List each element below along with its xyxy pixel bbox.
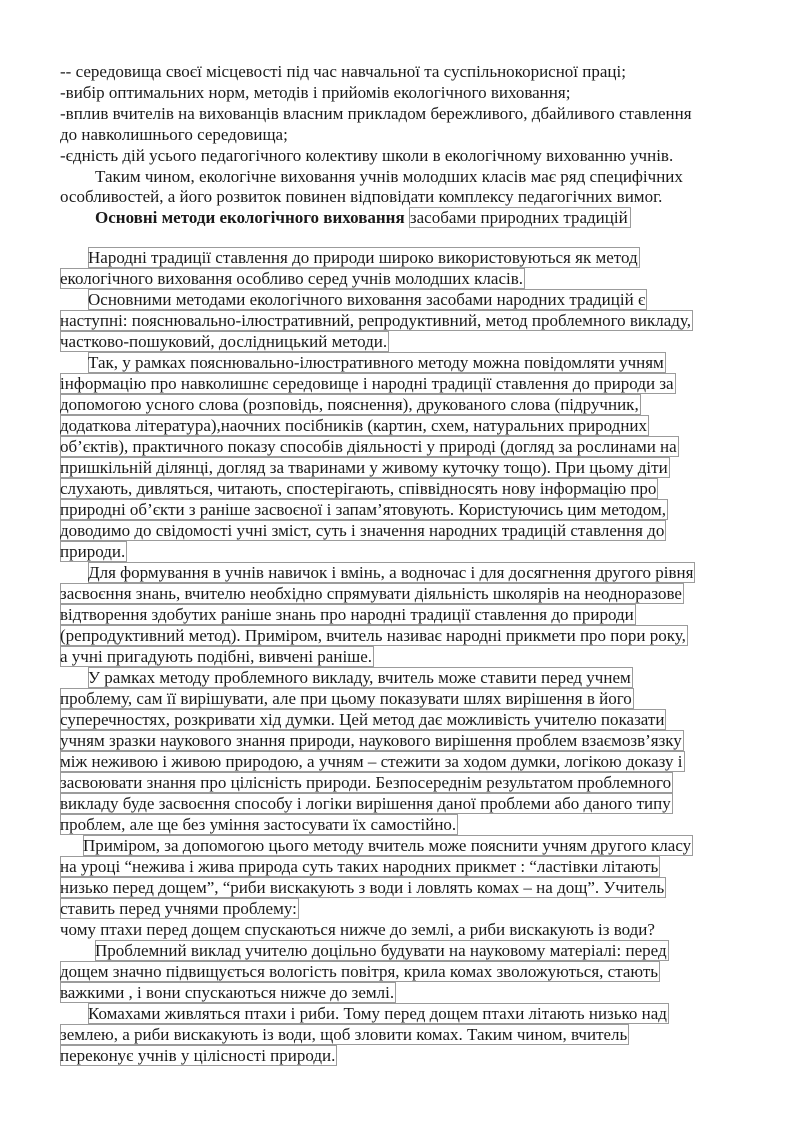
text-line: проблему, сам її вирішувати, але при цьому показувати шлях вирішення в його — [60, 689, 632, 708]
text-line: частково-пошуковий, дослідницький методи. — [60, 332, 388, 351]
text-line: землею, а риби вискакують із води, щоб зловити комах. Таким чином, вчитель — [60, 1025, 628, 1044]
text-line: наступні: пояснювально-ілюстративний, репродуктивний, метод проблемного викладу, — [60, 311, 691, 330]
text-line: -- середовища своєї місцевості під час навчальної та суспільнокорисної праці; — [60, 62, 626, 81]
text-line: викладу буде засвоєння способу і логіки вирішення даної проблеми або даного типу — [60, 794, 671, 813]
text-line: Основними методами екологічного виховання засобами народних традицій є — [88, 290, 646, 309]
text-line: суперечностях, розкривати хід думки. Цей метод дає можливість учителю показати — [60, 710, 665, 729]
text-line: допомогою усного слова (розповідь, пояснення), друкованого слова (підручник, — [60, 395, 639, 414]
text-line: пришкільній ділянці, догляд за тваринами у живому куточку тощо). При цьому діти — [60, 458, 668, 477]
text-line: -вибір оптимальних норм, методів і прийомів екологічного виховання; — [60, 83, 571, 102]
text-line: ставить перед учнями проблему: — [60, 899, 297, 918]
text-line: а учні пригадують подібні, вивчені раніше. — [60, 647, 373, 666]
text-line: природи. — [60, 542, 126, 561]
text-line: Приміром, за допомогою цього методу вчитель може пояснити учням другого класу — [83, 836, 692, 855]
text-line: У рамках методу проблемного викладу, вчитель може ставити перед учнем — [88, 668, 631, 687]
text-line: важкими , і вони спускаються нижче до землі. — [60, 983, 395, 1002]
text-line: засвоювати знання про цілісність природи. Безпосереднім результатом проблемного — [60, 773, 672, 792]
text-line: Народні традиції ставлення до природи широко використовуються як метод — [88, 248, 638, 267]
text-line: Комахами живляться птахи і риби. Тому перед дощем птахи літають низько над — [88, 1004, 667, 1023]
text-line: учням зразки наукового знання природи, наукового вирішення проблем взаємозв’язку — [60, 731, 682, 750]
text-line: доводимо до свідомості учні зміст, суть і значення народних традицій ставлення до — [60, 521, 665, 540]
text-line: Таким чином, екологічне виховання учнів молодших класів має ряд специфічних — [95, 167, 683, 186]
text-line: слухають, дивляться, читають, спостерігають, співвідносять нову інформацію про — [60, 479, 657, 498]
text-line: особливостей, а його розвиток повинен відповідати комплексу педагогічних вимог. — [60, 187, 663, 206]
text-line: дощем значно підвищується вологість повітря, крила комах зволожуються, стають — [60, 962, 659, 981]
section-heading — [95, 207, 631, 228]
text-line: -єдність дій усього педагогічного колективу школи в екологічному вихованню учнів. — [60, 146, 674, 165]
text-line: відтворення здобутих раніше знань про народні традиції ставлення до природи — [60, 605, 634, 624]
text-line: додаткова література),наочних посібників (картин, схем, натуральних природних — [60, 416, 648, 435]
heading-normal-part: засобами природних традицій — [409, 207, 631, 228]
text-line: Так, у рамках пояснювально-ілюстративного методу можна повідомляти учням — [88, 353, 664, 372]
text-line: проблем, але ще без уміння застосувати їх самостійно. — [60, 815, 457, 834]
text-line: екологічного виховання особливо серед учнів молодших класів. — [60, 269, 523, 288]
text-line: Для формування в учнів навичок і вмінь, а водночас і для досягнення другого рівня — [88, 563, 694, 582]
text-line: засвоєння знань, вчителю необхідно спрямувати діяльність школярів на неодноразове — [60, 584, 682, 603]
text-line: низько перед дощем”, “риби вискакують з води і ловлять комах – на дощ”. Учитель — [60, 878, 665, 897]
text-line: чому птахи перед дощем спускаються нижче до землі, а риби вискакують із води? — [60, 920, 655, 939]
text-line: до навколишнього середовища; — [60, 125, 288, 144]
heading-bold-part: Основні методи екологічного виховання — [95, 208, 405, 227]
text-line: на уроці “нежива і жива природа суть таких народних прикмет : “ластівки літають — [60, 857, 659, 876]
text-line: природні об’єкти з раніше засвоєної і запам’ятовують. Користуючись цим методом, — [60, 500, 666, 519]
text-line: переконує учнів у цілісності природи. — [60, 1046, 336, 1065]
text-line: об’єктів), практичного показу способів діяльності у природі (догляд за рослинами на — [60, 437, 677, 456]
text-line: -вплив вчителів на вихованців власним прикладом бережливого, дбайливого ставлення — [60, 104, 692, 123]
text-line: інформацію про навколишнє середовище і народні традиції ставлення до природи за — [60, 374, 674, 393]
text-line: (репродуктивний метод). Приміром, вчитель називає народні прикмети про пори року, — [60, 626, 686, 645]
text-line: між неживою і живою природою, а учням – стежити за ходом думки, логікою доказу і — [60, 752, 683, 771]
text-line: Проблемний виклад учителю доцільно будувати на науковому матеріалі: перед — [95, 941, 667, 960]
